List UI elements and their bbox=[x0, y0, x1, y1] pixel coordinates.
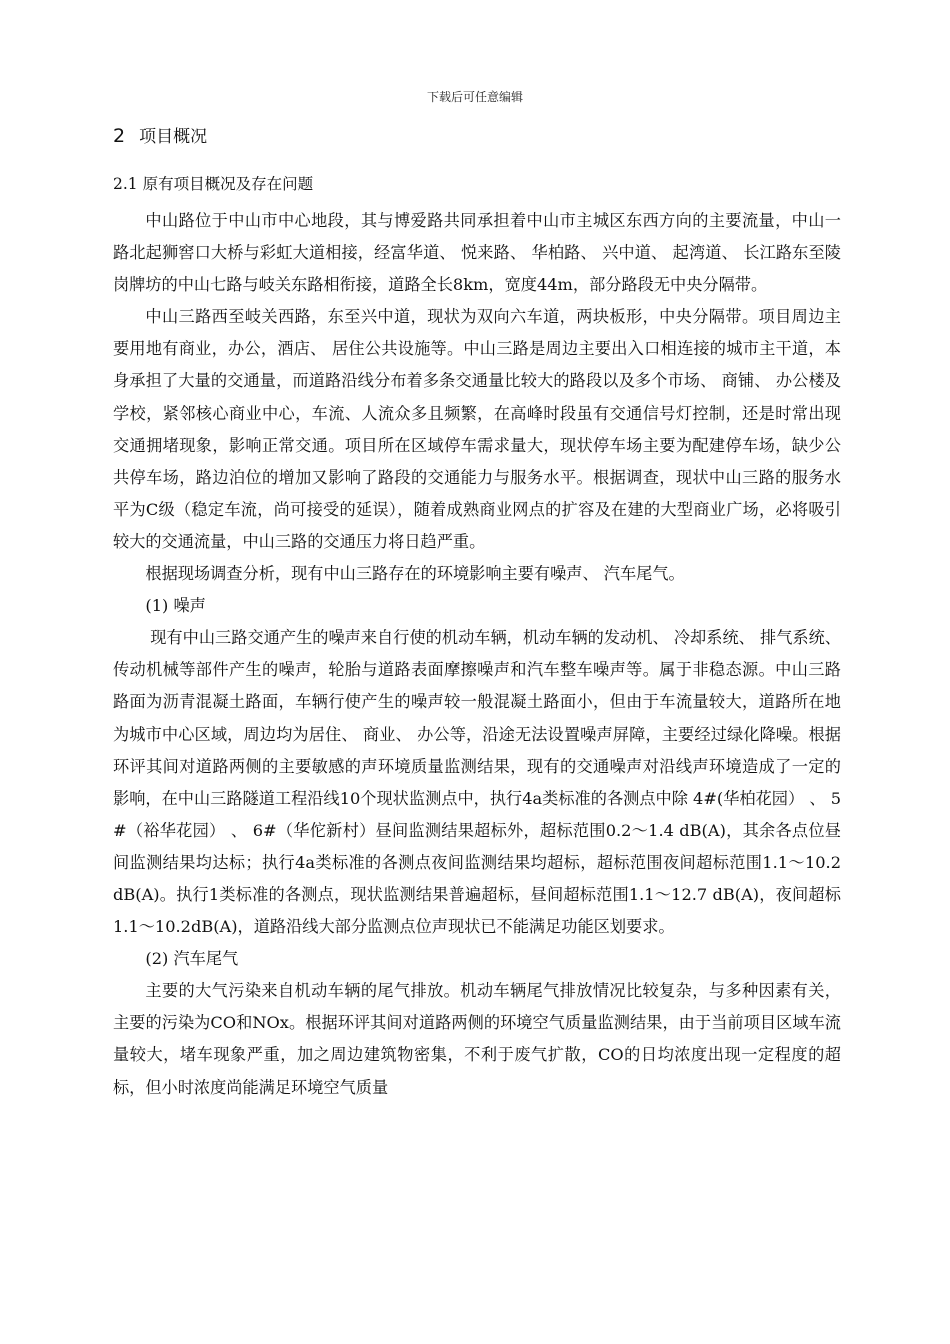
paragraph-noise-details: 现有中山三路交通产生的噪声来自行使的机动车辆，机动车辆的发动机、 冷却系统、 排气系统、 传动机械等部件产生的噪声，轮胎与道路表面摩擦噪声和汽车整车噪声等。属于非稳态源。中山三路路面为沥青混凝土路面，车辆行使产生的噪声较一般混凝土路面小，但由于车流量较大，道路所在地为城市中心区域，周边均为居住、 商业、 办公等，沿途无法设置噪声屏障，主要经过绿化降噪。根据环评其间对道路两侧的主要敏感的声环境质量监测结果，现有的交通噪声对沿线声环境造成了一定的影响，在中山三路隧道工程沿线10个现状监测点中，执行4a类标准的各测点中除 4#(华柏花园） 、 5#（裕华花园） 、 6#（华佗新村）昼间监测结果超标外，超标范围0.2～1.4 dB(A)，其余各点位昼间监测结果均达标；执行4a类标准的各测点夜间监测结果均超标，超标范围夜间超标范围1.1～10.2 dB(A)。执行1类标准的各测点，现状监测结果普遍超标，昼间超标范围1.1～12.7 dB(A)，夜间超标1.1～10.2dB(A)，道路沿线大部分监测点位声现状已不能满足功能区划要求。 bbox=[113, 628, 841, 937]
section-number: 2 bbox=[113, 125, 126, 147]
page-header-note: 下载后可任意编辑 bbox=[426, 90, 523, 104]
item-heading-noise: (1) 噪声 bbox=[145, 596, 206, 616]
section-title-text: 项目概况 bbox=[139, 127, 208, 147]
paragraph-zhongshan-road-overview: 中山路位于中山市中心地段，其与博爱路共同承担着中山市主城区东西方向的主要流量，中山一路北起狮窖口大桥与彩虹大道相接，经富华道、 悦来路、 华柏路、 兴中道、 起湾道、 长江路东至陵岗牌坊的中山七路与岐关东路相衔接，道路全长8km，宽度44m，部分路段无中央分隔带。 bbox=[113, 211, 841, 295]
section-title bbox=[113, 124, 207, 149]
paragraph-zhongshan-third-road-status: 中山三路西至岐关西路，东至兴中道，现状为双向六车道，两块板形，中央分隔带。项目周边主要用地有商业，办公，酒店、 居住公共设施等。中山三路是周边主要出入口相连接的城市主干道，本身承担了大量的交通量，而道路沿线分布着多条交通量比较大的路段以及多个市场、 商铺、 办公楼及学校，紧邻核心商业中心，车流、人流众多且频繁，在高峰时段虽有交通信号灯控制，还是时常出现交通拥堵现象，影响正常交通。项目所在区域停车需求量大，现状停车场主要为配建停车场，缺少公共停车场，路边泊位的增加又影响了路段的交通能力与服务水平。根据调查，现状中山三路的服务水平为C级（稳定车流，尚可接受的延误），随着成熟商业网点的扩容及在建的大型商业广场，必将吸引较大的交通流量，中山三路的交通压力将日趋严重。 bbox=[113, 307, 841, 551]
paragraph-environmental-impact-summary: 根据现场调查分析，现有中山三路存在的环境影响主要有噪声、 汽车尾气。 bbox=[145, 564, 685, 584]
subsection-title: 2.1 原有项目概况及存在问题 bbox=[113, 175, 314, 193]
item-heading-exhaust: (2) 汽车尾气 bbox=[145, 949, 239, 969]
document-body bbox=[113, 205, 841, 1104]
paragraph-exhaust-details: 主要的大气污染来自机动车辆的尾气排放。机动车辆尾气排放情况比较复杂，与多种因素有关，主要的污染为CO和NOx。根据环评其间对道路两侧的环境空气质量监测结果，由于当前项目区域车流量较大，堵车现象严重，加之周边建筑物密集，不利于废气扩散，CO的日均浓度出现一定程度的超标，但小时浓度尚能满足环境空气质量 bbox=[113, 981, 841, 1097]
